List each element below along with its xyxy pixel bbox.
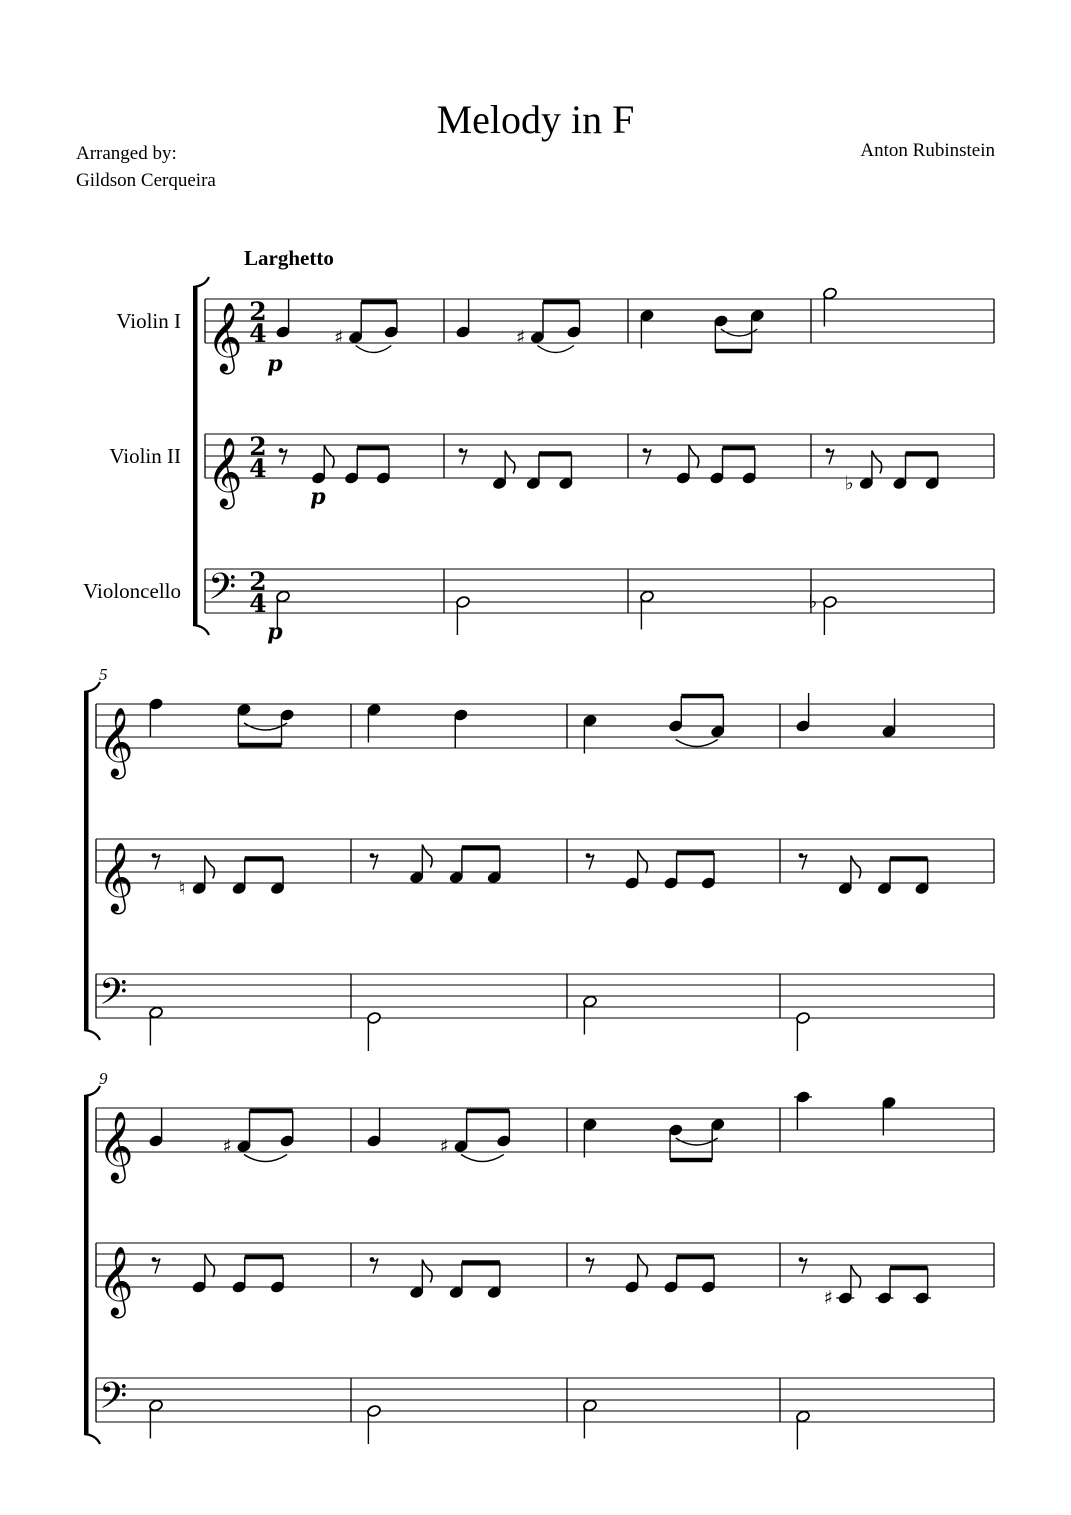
- eighth-rest-icon: [801, 855, 807, 870]
- composer-name: Anton Rubinstein: [860, 140, 995, 161]
- note-flag: [851, 856, 861, 879]
- note-flag: [505, 451, 515, 474]
- eighth-rest-icon: [154, 855, 160, 870]
- eighth-rest-icon: [372, 1259, 378, 1274]
- eighth-rest-icon: [828, 450, 834, 465]
- dynamic-marking: p: [310, 484, 326, 510]
- dynamic-marking: p: [267, 619, 283, 645]
- accidental-icon: ♯: [222, 1135, 232, 1158]
- system-bracket: [193, 625, 209, 635]
- bass-clef-icon: 𝄢: [99, 971, 128, 1022]
- score-title: Melody in F: [436, 97, 635, 142]
- treble-clef-icon: 𝄞: [98, 842, 134, 912]
- slur: [461, 1155, 504, 1162]
- tempo-marking: Larghetto: [244, 246, 334, 270]
- time-signature-top: 2: [249, 567, 267, 596]
- time-signature-bottom: 4: [249, 454, 267, 483]
- instrument-name: Violoncello: [83, 579, 181, 603]
- eighth-rest-icon: [372, 855, 378, 870]
- bass-clef-icon: 𝄢: [208, 566, 237, 617]
- instrument-name: Violin II: [109, 444, 181, 468]
- accidental-icon: ♮: [178, 877, 186, 900]
- instrument-name: Violin I: [116, 309, 181, 333]
- slur: [244, 1155, 287, 1162]
- arranger-name: Gildson Cerqueira: [76, 170, 216, 191]
- system-bracket: [84, 1096, 89, 1434]
- eighth-rest-icon: [801, 1259, 807, 1274]
- note-flag: [205, 856, 215, 879]
- treble-clef-icon: 𝄞: [207, 302, 243, 372]
- treble-clef-icon: 𝄞: [207, 437, 243, 507]
- system-bracket: [193, 287, 198, 625]
- accidental-icon: ♭: [808, 591, 818, 613]
- system-bracket: [84, 1086, 100, 1096]
- bass-clef-icon: 𝄢: [99, 1375, 128, 1426]
- treble-clef-icon: 𝄞: [98, 707, 134, 777]
- time-signature-bottom: 4: [249, 589, 267, 618]
- eighth-rest-icon: [154, 1259, 160, 1274]
- eighth-rest-icon: [645, 450, 651, 465]
- slur: [676, 740, 718, 747]
- system-bracket: [84, 1434, 100, 1444]
- treble-clef-icon: 𝄞: [98, 1111, 134, 1181]
- note-flag: [422, 845, 432, 868]
- treble-clef-icon: 𝄞: [98, 1246, 134, 1316]
- system-bracket: [84, 1030, 100, 1040]
- system-bracket: [84, 692, 89, 1030]
- note-flag: [422, 1260, 432, 1283]
- eighth-rest-icon: [588, 1259, 594, 1274]
- accidental-icon: ♯: [439, 1135, 449, 1158]
- slur: [537, 346, 574, 353]
- dynamic-marking: p: [267, 351, 283, 377]
- system-bracket: [84, 682, 100, 692]
- note-flag: [872, 451, 882, 474]
- accidental-icon: ♯: [515, 326, 526, 349]
- measure-number: 9: [99, 1069, 108, 1088]
- eighth-rest-icon: [461, 450, 467, 465]
- accidental-icon: ♭: [844, 472, 854, 495]
- eighth-rest-icon: [588, 855, 594, 870]
- slur: [356, 346, 392, 353]
- accidental-icon: ♯: [334, 326, 344, 349]
- eighth-rest-icon: [281, 450, 287, 465]
- time-signature-top: 2: [249, 432, 267, 461]
- time-signature-bottom: 4: [249, 319, 267, 348]
- time-signature-top: 2: [249, 297, 267, 326]
- arranger-label: Arranged by:: [76, 143, 177, 164]
- measure-number: 5: [99, 665, 108, 684]
- system-bracket: [193, 277, 209, 287]
- accidental-icon: ♯: [823, 1287, 833, 1309]
